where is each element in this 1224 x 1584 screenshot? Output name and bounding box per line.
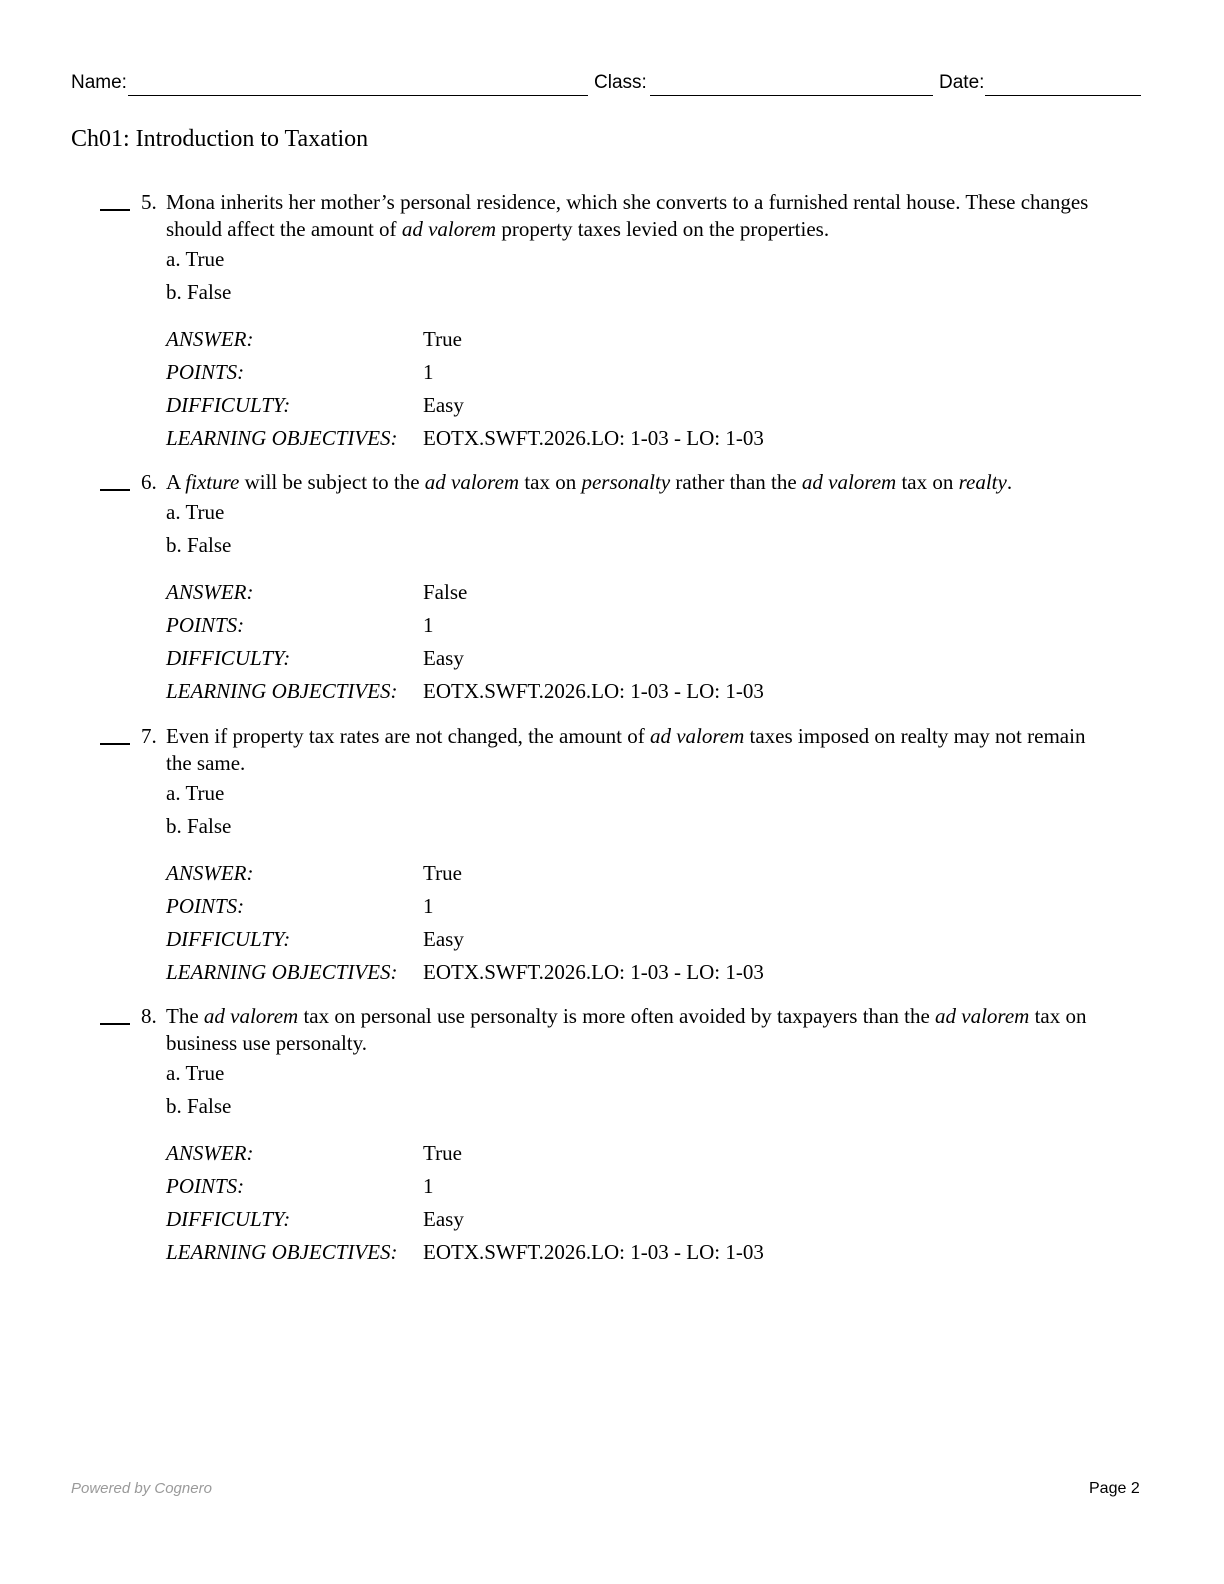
- difficulty-row-label: DIFFICULTY:: [166, 1207, 291, 1231]
- points-row-label: POINTS:: [166, 613, 245, 637]
- question-number: 7.: [141, 724, 157, 748]
- answer-row-value: True: [423, 861, 462, 885]
- answer-row-label: ANSWER:: [166, 1141, 254, 1165]
- date-field-line[interactable]: [985, 95, 1141, 96]
- question-line-2: business use personalty.: [166, 1031, 368, 1055]
- difficulty-row-label: DIFFICULTY:: [166, 646, 291, 670]
- points-row-value: 1: [423, 1174, 434, 1198]
- option-false[interactable]: b. False: [166, 533, 232, 557]
- answer-row-value: True: [423, 327, 462, 351]
- option-false[interactable]: b. False: [166, 1094, 232, 1118]
- chapter-title: Ch01: Introduction to Taxation: [71, 126, 369, 152]
- question-stem: [166, 1003, 1141, 1057]
- learning-objectives-row-label: LEARNING OBJECTIVES:: [166, 1240, 398, 1264]
- answer-row-value: True: [423, 1141, 462, 1165]
- answer-blank[interactable]: [100, 743, 130, 745]
- page-number: Page 2: [1089, 1480, 1140, 1497]
- question-line-1: Even if property tax rates are not changed, the amount of ad valorem taxes imposed on realty may not remain: [166, 724, 1086, 748]
- name-field-line[interactable]: [128, 95, 588, 96]
- option-true[interactable]: a. True: [166, 1061, 225, 1085]
- question-stem: [166, 189, 1141, 243]
- option-true[interactable]: a. True: [166, 781, 225, 805]
- difficulty-row-value: Easy: [423, 646, 464, 670]
- question-stem: [166, 723, 1141, 777]
- question-line-1: A fixture will be subject to the ad valorem tax on personalty rather than the ad valorem tax on realty.: [166, 470, 1013, 494]
- learning-objectives-row-value: EOTX.SWFT.2026.LO: 1-03 - LO: 1-03: [423, 679, 764, 703]
- learning-objectives-row-value: EOTX.SWFT.2026.LO: 1-03 - LO: 1-03: [423, 426, 764, 450]
- points-row-label: POINTS:: [166, 1174, 245, 1198]
- answer-row-label: ANSWER:: [166, 327, 254, 351]
- difficulty-row-value: Easy: [423, 927, 464, 951]
- class-field-line[interactable]: [650, 95, 933, 96]
- learning-objectives-row-label: LEARNING OBJECTIVES:: [166, 679, 398, 703]
- learning-objectives-row-value: EOTX.SWFT.2026.LO: 1-03 - LO: 1-03: [423, 1240, 764, 1264]
- difficulty-row-value: Easy: [423, 393, 464, 417]
- question-line-1: Mona inherits her mother’s personal residence, which she converts to a furnished rental house. These changes: [166, 190, 1089, 214]
- difficulty-row-label: DIFFICULTY:: [166, 393, 291, 417]
- points-row-value: 1: [423, 894, 434, 918]
- question-line-1: The ad valorem tax on personal use personalty is more often avoided by taxpayers than the ad valorem tax on: [166, 1004, 1087, 1028]
- answer-blank[interactable]: [100, 209, 130, 211]
- date-label: Date:: [939, 72, 985, 93]
- answer-row-value: False: [423, 580, 468, 604]
- class-label: Class:: [594, 72, 647, 93]
- question-line-2: should affect the amount of ad valorem property taxes levied on the properties.: [166, 217, 830, 241]
- answer-blank[interactable]: [100, 1023, 130, 1025]
- difficulty-row-value: Easy: [423, 1207, 464, 1231]
- points-row-value: 1: [423, 613, 434, 637]
- question-number: 8.: [141, 1004, 157, 1028]
- option-true[interactable]: a. True: [166, 247, 225, 271]
- points-row-label: POINTS:: [166, 894, 245, 918]
- difficulty-row-label: DIFFICULTY:: [166, 927, 291, 951]
- header-fields: [71, 72, 1141, 100]
- points-row-label: POINTS:: [166, 360, 245, 384]
- powered-by-footer: Powered by Cognero: [71, 1480, 212, 1497]
- answer-row-label: ANSWER:: [166, 861, 254, 885]
- question-number: 6.: [141, 470, 157, 494]
- question-line-2: the same.: [166, 751, 246, 775]
- option-false[interactable]: b. False: [166, 280, 232, 304]
- question-number: 5.: [141, 190, 157, 214]
- points-row-value: 1: [423, 360, 434, 384]
- answer-row-label: ANSWER:: [166, 580, 254, 604]
- answer-blank[interactable]: [100, 489, 130, 491]
- question-stem: [166, 469, 1141, 496]
- name-label: Name:: [71, 72, 127, 93]
- learning-objectives-row-value: EOTX.SWFT.2026.LO: 1-03 - LO: 1-03: [423, 960, 764, 984]
- learning-objectives-row-label: LEARNING OBJECTIVES:: [166, 426, 398, 450]
- option-true[interactable]: a. True: [166, 500, 225, 524]
- option-false[interactable]: b. False: [166, 814, 232, 838]
- learning-objectives-row-label: LEARNING OBJECTIVES:: [166, 960, 398, 984]
